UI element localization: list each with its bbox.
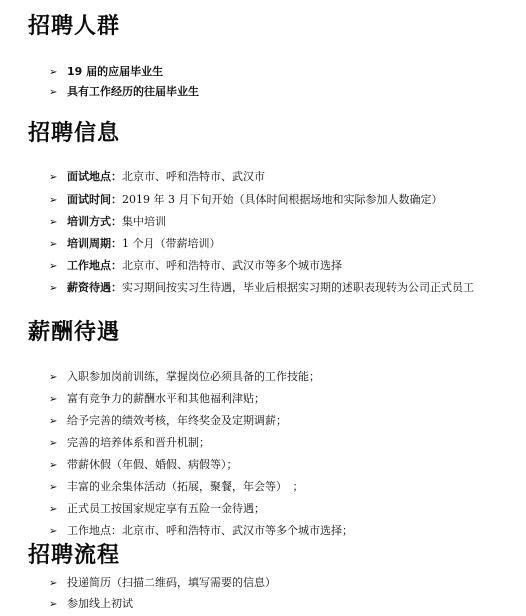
list-item: ➢ 面试时间：2019 年 3 月下旬开始（具体时间根据场地和实际参加人数确定） [49,193,443,206]
list-item: ➢ 培训周期：1 个月（带薪培训） [49,237,221,250]
arrow-bullet-icon: ➢ [49,261,58,272]
arrow-bullet-icon: ➢ [49,394,58,405]
section-title-recruitment-target: 招聘人群 [28,14,121,39]
list-item: ➢ 投递简历（扫描二维码，填写需要的信息） [49,576,276,589]
list-item: ➢ 具有工作经历的往届毕业生 [49,85,199,98]
arrow-bullet-icon: ➢ [49,599,58,610]
section-title-recruitment-info: 招聘信息 [28,121,121,146]
list-item: ➢ 带薪休假（年假、婚假、病假等）； [49,458,238,471]
list-item: ➢ 富有竞争力的薪酬水平和其他福利津贴； [49,392,265,405]
arrow-bullet-icon: ➢ [49,578,58,589]
arrow-bullet-icon: ➢ [49,526,58,537]
arrow-bullet-icon: ➢ [49,372,58,383]
arrow-bullet-icon: ➢ [49,283,58,294]
section-title-compensation: 薪酬待遇 [28,320,121,345]
list-item: ➢ 入职参加岗前训练，掌握岗位必须具备的工作技能； [49,370,320,383]
arrow-bullet-icon: ➢ [49,416,58,427]
list-item: ➢ 工作地点：北京市、呼和浩特市、武汉市等多个城市选择 [49,259,342,272]
arrow-bullet-icon: ➢ [49,67,58,78]
list-item: ➢ 薪资待遇：实习期间按实习生待遇，毕业后根据实习期的述职表现转为公司正式员工 [49,281,474,294]
list-item: ➢ 面试地点：北京市、呼和浩特市、武汉市 [49,170,265,183]
list-item: ➢ 参加线上初试 [49,597,133,610]
arrow-bullet-icon: ➢ [49,482,58,493]
list-item: ➢ 培训方式：集中培训 [49,215,166,228]
arrow-bullet-icon: ➢ [49,87,58,98]
arrow-bullet-icon: ➢ [49,239,58,250]
arrow-bullet-icon: ➢ [49,438,58,449]
list-item: ➢ 丰富的业余集体活动（拓展，聚餐，年会等） ； [49,480,304,493]
arrow-bullet-icon: ➢ [49,460,58,471]
arrow-bullet-icon: ➢ [49,172,58,183]
section-title-recruitment-process: 招聘流程 [28,543,121,568]
list-item: ➢ 正式员工按国家规定享有五险一金待遇； [49,502,265,515]
list-item: ➢ 给予完善的绩效考核，年终奖金及定期调薪； [49,414,287,427]
arrow-bullet-icon: ➢ [49,195,58,206]
arrow-bullet-icon: ➢ [49,217,58,228]
list-item: ➢ 完善的培养体系和晋升机制； [49,436,210,449]
arrow-bullet-icon: ➢ [49,504,58,515]
list-item: ➢ 19 届的应届毕业生 [49,65,164,78]
list-item: ➢ 工作地点：北京市、呼和浩特市、武汉市等多个城市选择； [49,524,353,537]
